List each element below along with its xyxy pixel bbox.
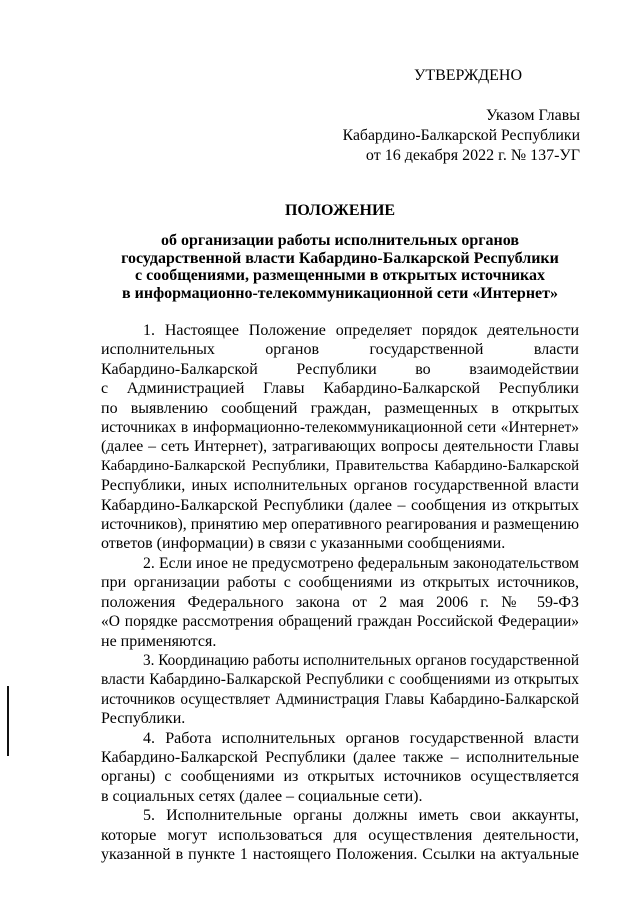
document-body <box>101 321 579 864</box>
paragraph-2-line: положения Федерального закона от 2 мая 2006 г. № 59-ФЗ <box>101 593 579 611</box>
paragraph-4-line: органы) с сообщениями из открытых источников осуществляется <box>101 768 579 786</box>
approval-stamp: УТВЕРЖДЕНО <box>414 67 523 84</box>
paragraph-1-line: Кабардино-Балкарской Республики, Правительства Кабардино-Балкарской <box>101 457 579 474</box>
paragraph-3-line: Республики. <box>101 710 186 728</box>
approval-block <box>340 66 580 166</box>
paragraph-1-line: Кабардино-Балкарской Республики во взаимодействии <box>101 360 579 378</box>
paragraph-5-line: которые могут использоваться для осуществления деятельности, <box>101 826 579 844</box>
paragraph-1-line: источников), принятию мер оперативного реагирования и размещению <box>101 516 579 534</box>
document-title: ПОЛОЖЕНИЕ <box>284 202 396 219</box>
paragraph-4-line: 4. Работа исполнительных органов государственной власти <box>143 729 579 747</box>
paragraph-1-line: ответов (информации) в связи с указанными сообщениями. <box>101 535 506 553</box>
document-subtitle <box>100 232 580 302</box>
paragraph-1-line: по выявлению сообщений граждан, размещенных в открытых <box>101 399 579 417</box>
scan-margin-mark <box>7 686 9 756</box>
paragraph-2-line: при организации работы с сообщениями из открытых источников, <box>101 574 579 592</box>
subtitle-line: государственной власти Кабардино-Балкарской Республики <box>121 249 559 267</box>
paragraph-3-line: власти Кабардино-Балкарской Республики с сообщениями из открытых <box>101 671 579 689</box>
paragraph-1-line: 1. Настоящее Положение определяет порядок деятельности <box>143 322 579 339</box>
subtitle-line: в информационно-телекоммуникационной сети «Интернет» <box>121 284 559 302</box>
paragraph-1-line: исполнительных органов государственной власти <box>101 341 579 359</box>
paragraph-2-line: не применяются. <box>101 632 217 650</box>
paragraph-1-line: с Администрацией Главы Кабардино-Балкарской Республики <box>101 380 579 398</box>
paragraph-1-line: Кабардино-Балкарской Республики (далее – сообщения из открытых <box>101 496 579 514</box>
paragraph-5-line: 5. Исполнительные органы должны иметь свои аккаунты, <box>143 807 579 825</box>
paragraph-4-line: Кабардино-Балкарской Республики (далее также – исполнительные <box>101 748 579 766</box>
subtitle-line: об организации работы исполнительных органов <box>161 232 519 249</box>
paragraph-1-line: (далее – сеть Интернет), затрагивающих вопросы деятельности Главы <box>101 438 579 456</box>
paragraph-2-line: 2. Если иное не предусмотрено федеральным законодательством <box>143 554 579 572</box>
approval-authority: Кабардино-Балкарской Республики <box>342 127 580 144</box>
approval-date: от 16 декабря 2022 г. № 137-УГ <box>365 147 580 164</box>
paragraph-1-line: Республики, иных исполнительных органов государственной власти <box>101 477 579 495</box>
paragraph-2-line: «О порядке рассмотрения обращений граждан Российской Федерации» <box>101 613 579 631</box>
paragraph-4-line: в социальных сетях (далее – социальные сети). <box>101 787 423 805</box>
paragraph-5-line: указанной в пункте 1 настоящего Положения. Ссылки на актуальные <box>101 845 579 863</box>
paragraph-1-line: источниках в информационно-телекоммуникационной сети «Интернет» <box>101 419 579 437</box>
paragraph-3-line: 3. Координацию работы исполнительных органов государственной <box>143 651 580 669</box>
subtitle-line: с сообщениями, размещенными в открытых источниках <box>134 267 546 284</box>
approval-decree: Указом Главы <box>485 107 580 124</box>
paragraph-3-line: источников осуществляет Администрация Главы Кабардино-Балкарской <box>101 690 579 708</box>
